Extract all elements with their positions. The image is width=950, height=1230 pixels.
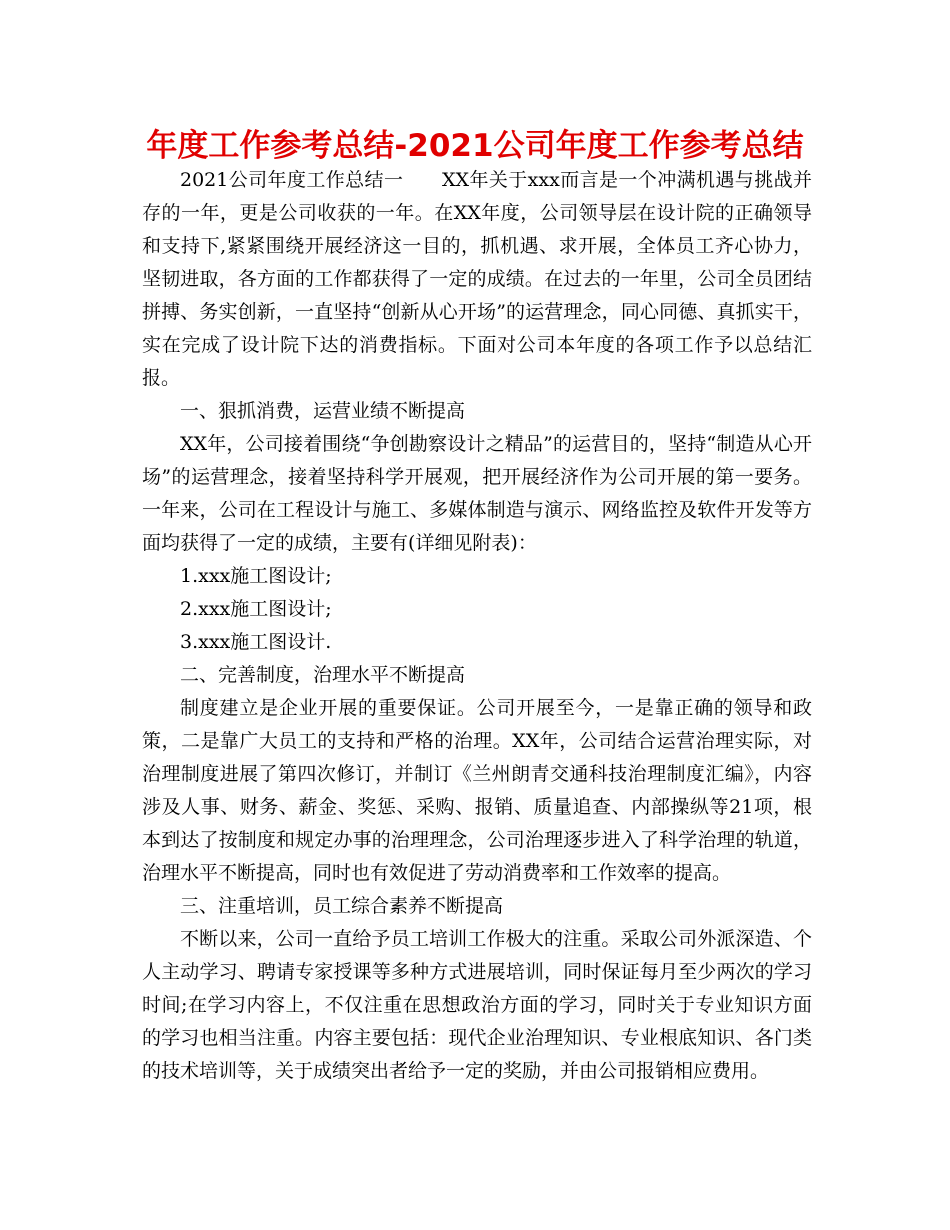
- document-body: [142, 164, 812, 1088]
- paragraph-section-2: 制度建立是企业开展的重要保证。公司开展至今，一是靠正确的领导和政策，二是靠广大员工的支持和严格的治理。XX年，公司结合运营治理实际，对治理制度进展了第四次修订，并制订《兰州朗青交通科技治理制度汇编》，内容涉及人事、财务、薪金、奖惩、采购、报销、质量追查、内部操纵等21项，根本到达了按制度和规定办事的治理理念，公司治理逐步进入了科学治理的轨道，治理水平不断提高，同时也有效促进了劳动消费率和工作效率的提高。: [142, 697, 812, 884]
- section-heading-2: 二、完善制度，治理水平不断提高: [180, 664, 466, 686]
- paragraph-section-3: 不断以来，公司一直给予员工培训工作极大的注重。采取公司外派深造、个人主动学习、聘请专家授课等多种方式进展培训，同时保证每月至少两次的学习时间;在学习内容上，不仅注重在思想政治方面的学习，同时关于专业知识方面的学习也相当注重。内容主要包括：现代企业治理知识、专业根底知识、各门类的技术培训等，关于成绩突出者给予一定的奖励，并由公司报销相应费用。: [142, 928, 812, 1082]
- list-item-1: 1.xxx施工图设计;: [180, 565, 332, 587]
- section-heading-3: 三、注重培训，员工综合素养不断提高: [180, 895, 504, 917]
- paragraph-section-1: XX年，公司接着围绕“争创勘察设计之精品”的运营目的，坚持“制造从心开场”的运营理念，接着坚持科学开展观，把开展经济作为公司开展的第一要务。一年来，公司在工程设计与施工、多媒体制造与演示、网络监控及软件开发等方面均获得了一定的成绩，主要有(详细见附表)：: [142, 433, 812, 554]
- list-item-3: 3.xxx施工图设计.: [180, 631, 332, 653]
- section-heading-1: 一、狠抓消费，运营业绩不断提高: [180, 400, 466, 422]
- list-item-2: 2.xxx施工图设计;: [180, 598, 332, 620]
- document-title: 年度工作参考总结-2021公司年度工作参考总结: [146, 128, 804, 164]
- paragraph-intro: 2021公司年度工作总结一 XX年关于xxx而言是一个冲满机遇与挑战并存的一年，更是公司收获的一年。在XX年度，公司领导层在设计院的正确领导和支持下,紧紧围绕开展经济这一目的，抓机遇、求开展，全体员工齐心协力，坚韧进取，各方面的工作都获得了一定的成绩。在过去的一年里，公司全员团结拼搏、务实创新，一直坚持“创新从心开场”的运营理念，同心同德、真抓实干，实在完成了设计院下达的消费指标。下面对公司本年度的各项工作予以总结汇报。: [142, 169, 812, 389]
